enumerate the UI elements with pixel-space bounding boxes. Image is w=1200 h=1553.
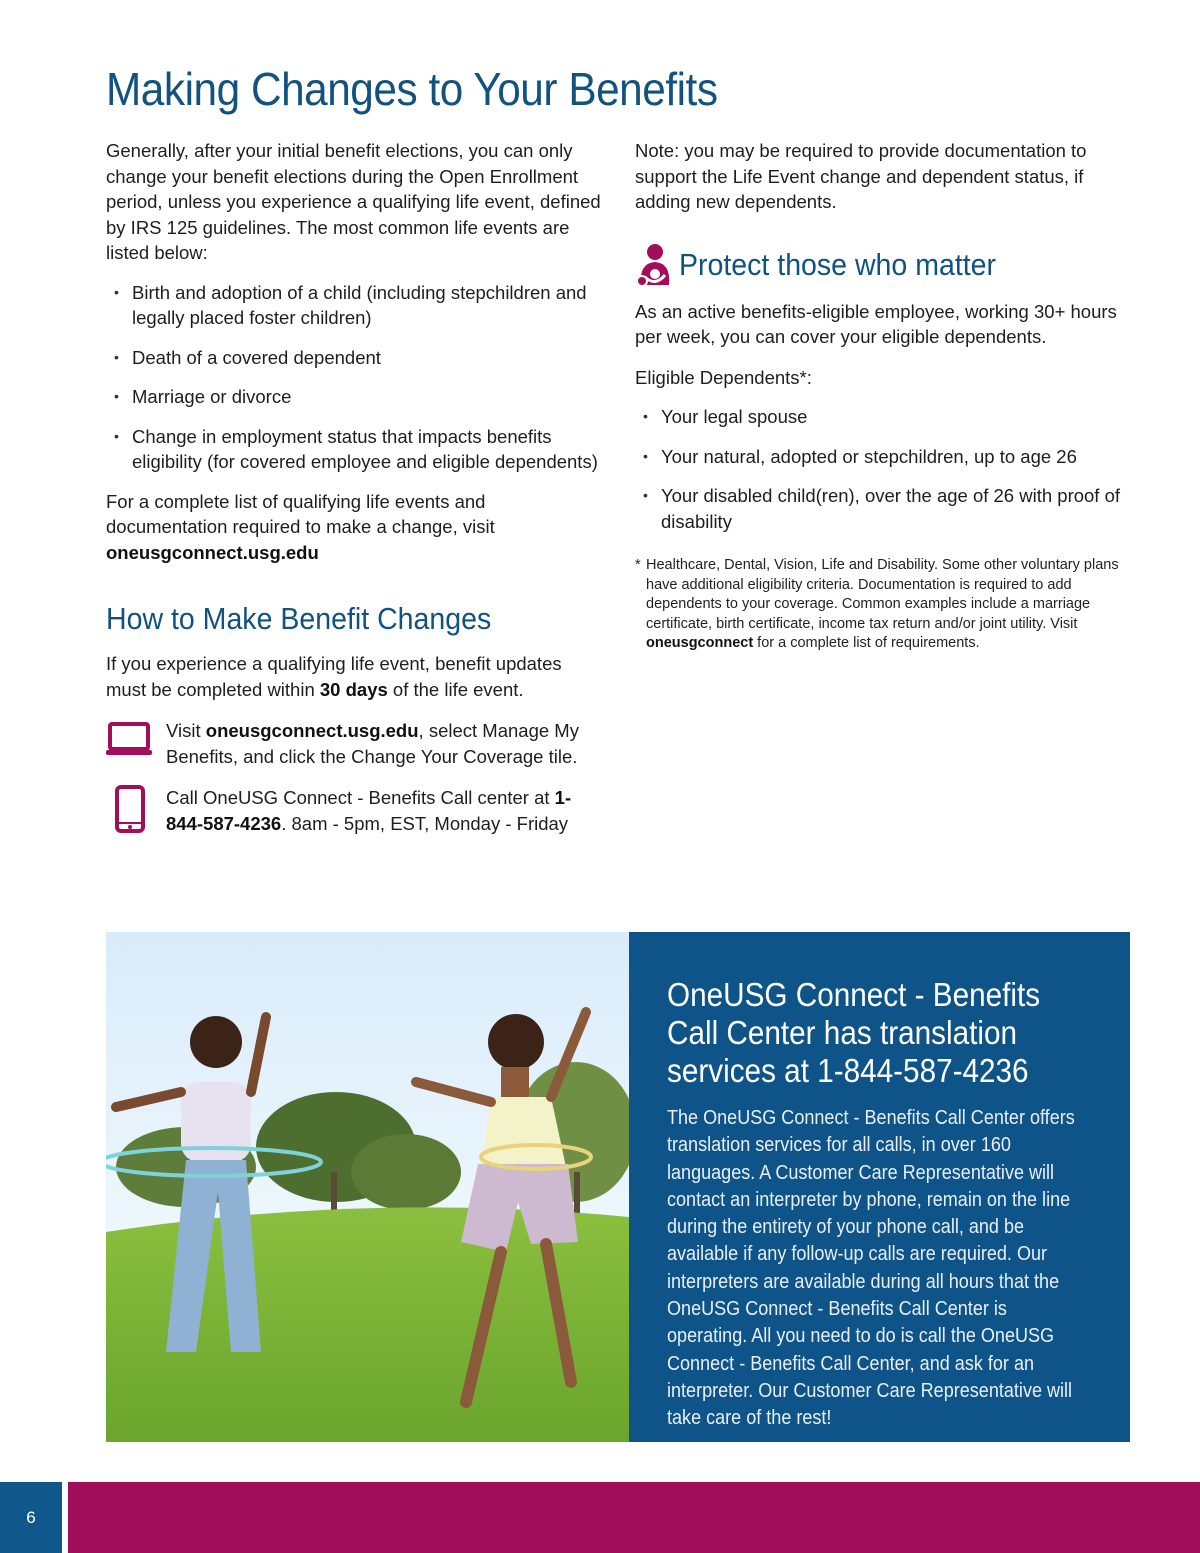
mobile-phone-icon bbox=[106, 785, 152, 831]
list-item: • Your disabled child(ren), over the age of 26 with proof of disability bbox=[635, 483, 1130, 534]
footnote: * Healthcare, Dental, Vision, Life and Disability. Some other voluntary plans have additional eligibility criteria. Documentation is required to add dependents to your coverage. Common examples include a marriage certificate, birth certificate, income tax return and/or joint utility. Visit oneusgconnect for a complete list of requirements. bbox=[635, 557, 1119, 651]
left-column bbox=[106, 138, 606, 702]
laptop-icon bbox=[106, 718, 152, 764]
how-to-heading: How to Make Benefit Changes bbox=[106, 601, 492, 636]
intro-paragraph: Generally, after your initial benefit elections, you can only change your benefit elections during the Open Enrollment period, unless you experience a qualifying life event, defined by IRS 125 guidelines. The most common life events are listed below: bbox=[106, 140, 601, 263]
dependents-list bbox=[635, 404, 1130, 534]
eligible-label: Eligible Dependents*: bbox=[635, 366, 812, 388]
complete-list-paragraph: For a complete list of qualifying life events and documentation required to make a change, visit oneusgconnect.usg.edu bbox=[106, 490, 495, 563]
list-item: • Marriage or divorce bbox=[106, 384, 606, 410]
online-contact-row bbox=[106, 718, 606, 769]
translation-callout bbox=[629, 932, 1130, 1442]
phone-instructions: Call OneUSG Connect - Benefits Call center at 1-844-587-4236. 8am - 5pm, EST, Monday - Friday bbox=[166, 787, 572, 834]
right-column bbox=[635, 138, 1130, 654]
footer-bar bbox=[68, 1482, 1200, 1553]
parent-child-icon bbox=[635, 243, 671, 287]
list-item: • Death of a covered dependent bbox=[106, 345, 606, 371]
online-instructions: Visit oneusgconnect.usg.edu, select Manage My Benefits, and click the Change Your Coverage tile. bbox=[166, 720, 579, 767]
list-item: • Your legal spouse bbox=[635, 404, 1130, 430]
list-item: • Your natural, adopted or stepchildren, up to age 26 bbox=[635, 444, 1130, 470]
life-events-list bbox=[106, 280, 606, 475]
how-to-paragraph: If you experience a qualifying life event, benefit updates must be completed within 30 days of the life event. bbox=[106, 653, 562, 700]
photo-hula-hoop-family bbox=[106, 932, 629, 1442]
callout-body: The OneUSG Connect - Benefits Call Center offers translation services for all calls, in over 160 languages. A Customer Care Representative will contact an interpreter by phone, remain on the line during the entirety of your phone call, and be available if any follow-up calls are required. Our interpreters are available during all hours that the OneUSG Connect - Benefits Call Center is operating. All you need to do is call the OneUSG Connect - Benefits Call Center, and ask for an interpreter. Our Customer Care Representative will take care of the rest! bbox=[667, 1106, 1075, 1430]
list-item: • Change in employment status that impacts benefits eligibility (for covered employee and eligible dependents) bbox=[106, 424, 606, 475]
protect-heading: Protect those who matter bbox=[679, 246, 997, 282]
oneusgconnect-link[interactable]: oneusgconnect.usg.edu bbox=[205, 720, 419, 741]
phone-number[interactable]: 1-844-587-4236 bbox=[166, 787, 572, 834]
oneusgconnect-link[interactable]: oneusgconnect.usg.edu bbox=[106, 541, 319, 563]
phone-contact-row bbox=[106, 785, 606, 836]
callout-heading: OneUSG Connect - Benefits Call Center has translation services at 1-844-587-4236 bbox=[667, 976, 1041, 1089]
protect-paragraph: As an active benefits-eligible employee, working 30+ hours per week, you can cover your eligible dependents. bbox=[635, 300, 1117, 347]
page-title: Making Changes to Your Benefits bbox=[106, 63, 718, 115]
note-paragraph: Note: you may be required to provide documentation to support the Life Event change and dependent status, if adding new dependents. bbox=[635, 140, 1087, 212]
page-number: 6 bbox=[0, 1482, 62, 1553]
protect-heading-row bbox=[635, 243, 1130, 287]
list-item: • Birth and adoption of a child (including stepchildren and legally placed foster children) bbox=[106, 280, 606, 331]
